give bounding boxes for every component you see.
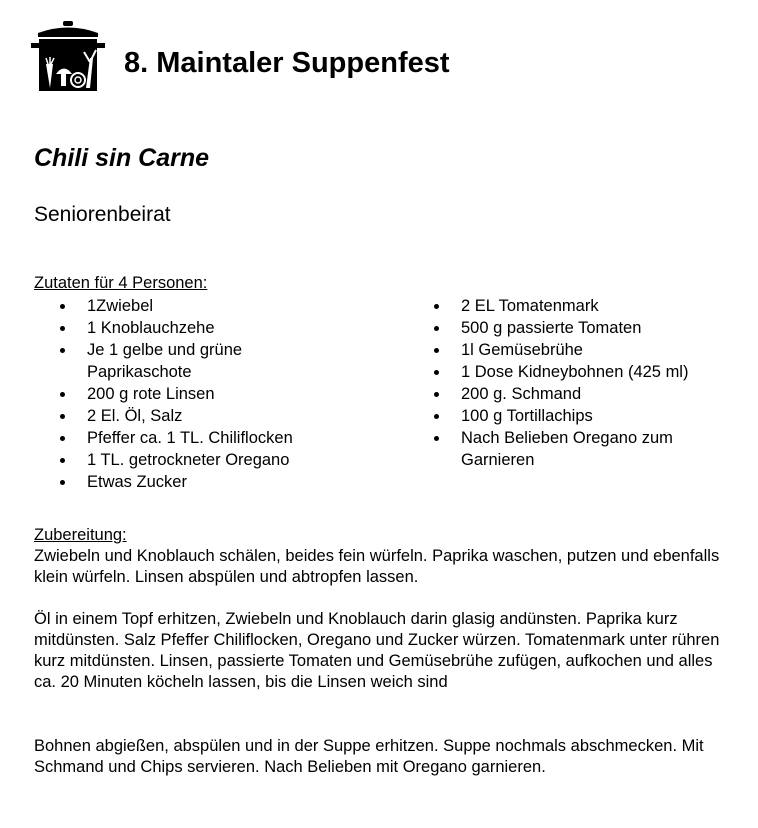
- list-item: Je 1 gelbe und grüne Paprikaschote: [59, 339, 299, 383]
- list-item: 200 g. Schmand: [433, 383, 733, 405]
- list-item: 100 g Tortillachips: [433, 405, 733, 427]
- list-item: 200 g rote Linsen: [59, 383, 299, 405]
- site-title: 8. Maintaler Suppenfest: [124, 47, 450, 79]
- list-item: 1 Knoblauchzehe: [59, 317, 299, 339]
- ingredients-list-left: [59, 295, 299, 493]
- list-item: Nach Belieben Oregano zum Garnieren: [433, 427, 691, 471]
- recipe-title: Chili sin Carne: [34, 144, 210, 172]
- list-item: Pfeffer ca. 1 TL. Chiliflocken: [59, 427, 299, 449]
- list-item: 1l Gemüsebrühe: [433, 339, 733, 361]
- recipe-author: Seniorenbeirat: [34, 203, 171, 226]
- soup-pot-vegetables-icon: [30, 18, 106, 94]
- preparation-step-3: Bohnen abgießen, abspülen und in der Suppe erhitzen. Suppe nochmals abschmecken. Mit Schmand und Chips servieren. Nach Belieben mit Oregano garnieren.: [34, 737, 704, 776]
- list-item: 1Zwiebel: [59, 295, 299, 317]
- ingredients-heading: Zutaten für 4 Personen:: [34, 274, 208, 292]
- list-item: 1 TL. getrockneter Oregano: [59, 449, 299, 471]
- ingredients-list-right: [433, 295, 733, 471]
- preparation-heading: Zubereitung:: [34, 526, 127, 544]
- preparation-step-2: Öl in einem Topf erhitzen, Zwiebeln und Knoblauch darin glasig andünsten. Paprika kurz mitdünsten. Salz Pfeffer Chiliflocken, Oregano und Zucker würzen. Tomatenmark unter rühren kurz mitdünsten. Linsen, passierte Tomaten und Gemüsebrühe zufügen, aufkochen und alles ca. 20 Minuten köcheln lassen, bis die Linsen weich sind: [34, 610, 720, 691]
- preparation-step-1: Zwiebeln und Knoblauch schälen, beides fein würfeln. Paprika waschen, putzen und ebenfalls klein würfeln. Linsen abspülen und abtropfen lassen.: [34, 547, 720, 586]
- list-item: 500 g passierte Tomaten: [433, 317, 733, 339]
- list-item: Etwas Zucker: [59, 471, 299, 493]
- list-item: 1 Dose Kidneybohnen (425 ml): [433, 361, 733, 383]
- list-item: 2 EL Tomatenmark: [433, 295, 733, 317]
- list-item: 2 El. Öl, Salz: [59, 405, 299, 427]
